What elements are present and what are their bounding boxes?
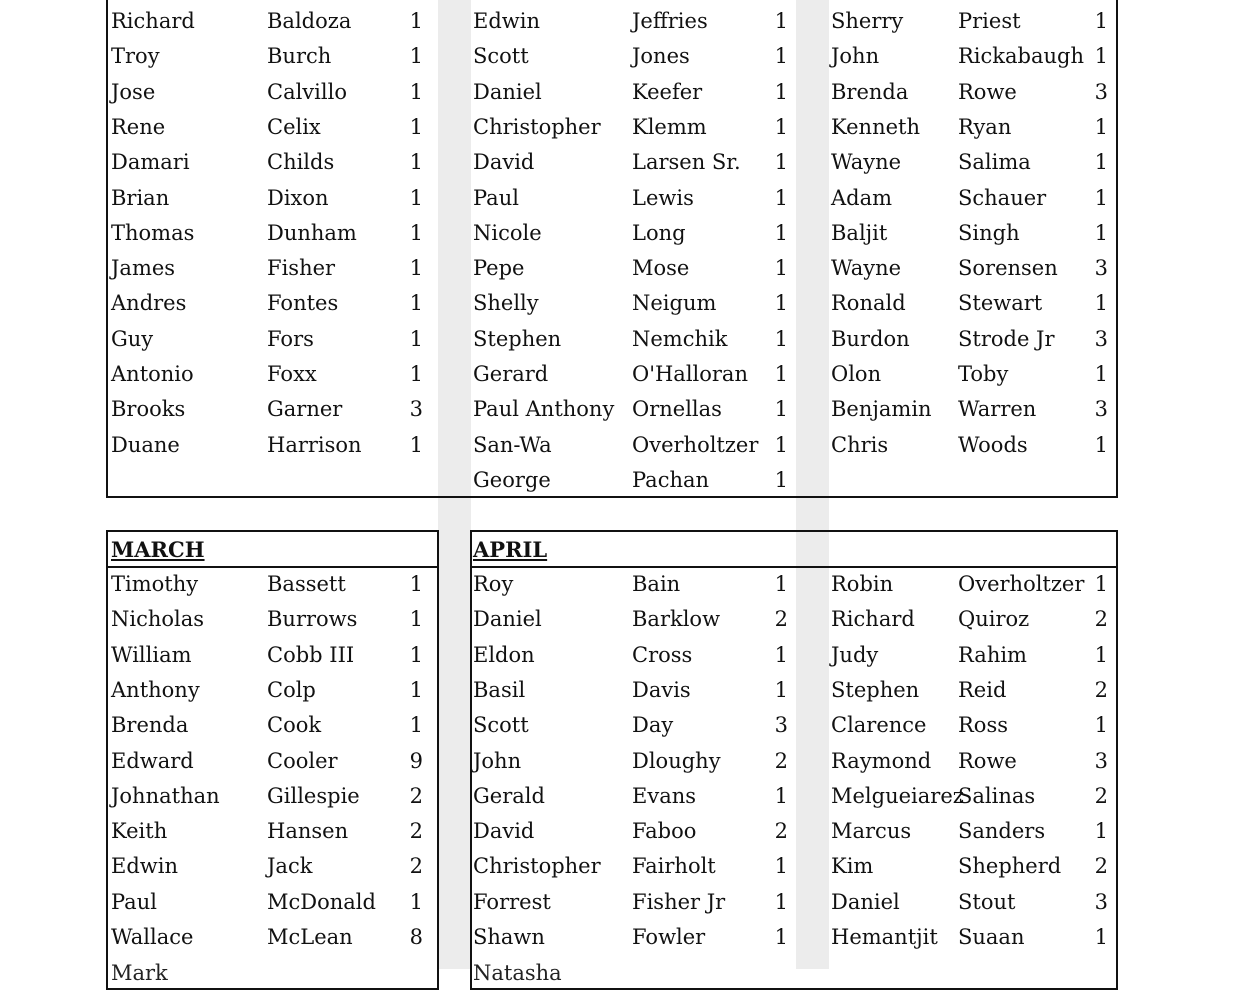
count: 1: [1094, 572, 1108, 596]
last-name: Stout: [958, 889, 1016, 914]
last-name: Fisher Jr: [632, 889, 726, 914]
first-name: Stephen: [831, 677, 920, 702]
first-name: Jose: [111, 79, 156, 104]
last-name: Larsen Sr.: [632, 150, 741, 175]
first-name: Thomas: [111, 220, 195, 245]
last-name: Sorensen: [958, 256, 1058, 281]
count: 1: [774, 220, 788, 245]
last-name: Rickabaugh: [958, 44, 1084, 69]
first-name: Timothy: [111, 572, 199, 596]
last-name: Dunham: [267, 220, 357, 245]
last-name: Calvillo: [267, 79, 347, 104]
first-name: Daniel: [473, 79, 542, 104]
first-name: Sherry: [831, 9, 904, 33]
last-name: Rowe: [958, 748, 1017, 773]
last-name: Burch: [267, 44, 332, 69]
march-title: MARCH: [111, 537, 205, 562]
last-name: Rahim: [958, 642, 1027, 667]
last-name: McDonald: [267, 889, 376, 914]
last-name: Harrison: [267, 432, 362, 457]
count: 1: [1094, 114, 1108, 139]
last-name: Childs: [267, 150, 335, 175]
first-name: Daniel: [473, 607, 542, 632]
first-name: George: [473, 467, 551, 492]
count: 1: [409, 642, 423, 667]
count: 1: [1094, 642, 1108, 667]
last-name: Evans: [632, 783, 697, 808]
last-name: Overholtzer: [632, 432, 759, 457]
count: 1: [1094, 819, 1108, 844]
top-right-row: [0, 110, 1260, 145]
count: 3: [409, 397, 423, 422]
count: 1: [409, 256, 423, 281]
last-name: Jones: [632, 44, 690, 69]
count: 1: [409, 889, 423, 914]
first-name: Brenda: [831, 79, 909, 104]
last-name: Fowler: [632, 925, 706, 949]
first-name: Olon: [831, 362, 882, 386]
count: 1: [774, 114, 788, 139]
last-name: Pachan: [632, 467, 710, 492]
count: 2: [774, 748, 788, 773]
last-name: Nemchik: [632, 326, 728, 351]
april-right-row: [0, 920, 1260, 955]
count: 1: [774, 185, 788, 210]
count: 1: [774, 362, 788, 386]
last-name: Day: [632, 713, 674, 738]
first-name: Adam: [831, 185, 893, 210]
count: 1: [409, 150, 423, 175]
april-right-row: [0, 814, 1260, 849]
count: 3: [1094, 79, 1108, 104]
count: 1: [1094, 44, 1108, 69]
last-name: Burrows: [267, 607, 358, 632]
count: 1: [1094, 362, 1108, 386]
count: 1: [774, 572, 788, 596]
count: 1: [409, 713, 423, 738]
last-name: Gillespie: [267, 783, 360, 808]
count: 1: [774, 642, 788, 667]
last-name: Foxx: [267, 362, 317, 386]
top-right-row: [0, 39, 1260, 74]
count: 1: [1094, 150, 1108, 175]
last-name: Cooler: [267, 748, 338, 773]
first-name: John: [473, 748, 522, 773]
count: 1: [774, 889, 788, 914]
first-name: James: [111, 256, 176, 281]
last-name: Woods: [958, 432, 1028, 457]
last-name: Hansen: [267, 819, 349, 844]
last-name: Barklow: [632, 607, 721, 632]
first-name: Edward: [111, 748, 194, 773]
last-name: Stewart: [958, 291, 1043, 316]
last-name: Ryan: [958, 114, 1012, 139]
count: 2: [409, 854, 423, 879]
first-name: Nicole: [473, 220, 542, 245]
count: 1: [774, 326, 788, 351]
first-name: Paul: [473, 185, 519, 210]
first-name: Damari: [111, 150, 190, 175]
count: 2: [1094, 854, 1108, 879]
first-name: Raymond: [831, 748, 932, 773]
count: 1: [774, 150, 788, 175]
count: 1: [774, 854, 788, 879]
first-name: Scott: [473, 44, 529, 69]
first-name: Rene: [111, 114, 166, 139]
first-name: Forrest: [473, 889, 551, 914]
first-name: Shawn: [473, 925, 545, 949]
first-name: Ronald: [831, 291, 906, 316]
last-name: Singh: [958, 220, 1020, 245]
first-name: Richard: [831, 607, 915, 632]
count: 1: [409, 362, 423, 386]
april-right-row: [0, 849, 1260, 884]
count: 1: [409, 44, 423, 69]
first-name: Guy: [111, 326, 154, 351]
count: 1: [409, 9, 423, 33]
last-name: Klemm: [632, 114, 707, 139]
top-right-row: [0, 181, 1260, 216]
count: 2: [774, 819, 788, 844]
april-row-cut: Natasha: [473, 961, 562, 985]
last-name: Schauer: [958, 185, 1047, 210]
last-name: Neigum: [632, 291, 717, 316]
last-name: Baldoza: [267, 9, 352, 33]
first-name: Gerard: [473, 362, 549, 386]
count: 1: [409, 114, 423, 139]
count: 1: [774, 9, 788, 33]
last-name: Cobb III: [267, 642, 355, 667]
count: 3: [1094, 397, 1108, 422]
last-name: Shepherd: [958, 854, 1062, 879]
top-right-row: [0, 251, 1260, 286]
first-name: Richard: [111, 9, 195, 33]
last-name: Dloughy: [632, 748, 721, 773]
count: 1: [774, 79, 788, 104]
count: 1: [774, 432, 788, 457]
last-name: Fairholt: [632, 854, 716, 879]
count: 1: [409, 185, 423, 210]
first-name: Edwin: [473, 9, 540, 33]
count: 1: [1094, 220, 1108, 245]
last-name: Garner: [267, 397, 343, 422]
count: 1: [409, 326, 423, 351]
count: 2: [1094, 607, 1108, 632]
first-name: Benjamin: [831, 397, 932, 422]
first-name: Christopher: [473, 854, 601, 879]
first-name: Pepe: [473, 256, 525, 281]
count: 3: [774, 713, 788, 738]
last-name: Jack: [267, 854, 313, 879]
last-name: Mose: [632, 256, 690, 281]
last-name: Colp: [267, 677, 316, 702]
first-name: Antonio: [111, 362, 194, 386]
count: 1: [1094, 291, 1108, 316]
top-right-row: [0, 75, 1260, 110]
count: 1: [1094, 925, 1108, 949]
count: 1: [774, 44, 788, 69]
top-right-row: [0, 357, 1260, 392]
first-name: Judy: [831, 642, 879, 667]
last-name: Dixon: [267, 185, 329, 210]
first-name: Christopher: [473, 114, 601, 139]
first-name: Paul Anthony: [473, 397, 615, 422]
count: 2: [1094, 677, 1108, 702]
last-name: Toby: [958, 362, 1009, 386]
last-name: Quiroz: [958, 607, 1030, 632]
count: 1: [774, 256, 788, 281]
first-name: Anthony: [111, 677, 200, 702]
first-name: Robin: [831, 572, 894, 596]
first-name: Melgueiarez: [831, 783, 964, 808]
count: 9: [409, 748, 423, 773]
count: 1: [774, 783, 788, 808]
count: 2: [774, 607, 788, 632]
first-name: William: [111, 642, 192, 667]
march-row-cut: Mark: [111, 961, 168, 985]
last-name: Salima: [958, 150, 1031, 175]
top-middle-row: [0, 463, 1260, 498]
first-name: Brenda: [111, 713, 189, 738]
first-name: Clarence: [831, 713, 927, 738]
last-name: Reid: [958, 677, 1007, 702]
count: 3: [1094, 326, 1108, 351]
first-name: David: [473, 150, 535, 175]
last-name: McLean: [267, 925, 353, 949]
last-name: Fontes: [267, 291, 339, 316]
first-name: Duane: [111, 432, 180, 457]
count: 1: [409, 220, 423, 245]
count: 2: [409, 819, 423, 844]
last-name: Rowe: [958, 79, 1017, 104]
last-name: Jeffries: [632, 9, 708, 33]
count: 8: [409, 925, 423, 949]
first-name: Daniel: [831, 889, 900, 914]
last-name: Fisher: [267, 256, 336, 281]
count: 1: [774, 925, 788, 949]
count: 1: [409, 607, 423, 632]
first-name: Edwin: [111, 854, 178, 879]
last-name: Cross: [632, 642, 693, 667]
first-name: Stephen: [473, 326, 562, 351]
count: 1: [409, 572, 423, 596]
first-name: David: [473, 819, 535, 844]
last-name: Strode Jr: [958, 326, 1055, 351]
last-name: Ornellas: [632, 397, 722, 422]
april-right-row: [0, 779, 1260, 814]
first-name: Kenneth: [831, 114, 920, 139]
first-name: Basil: [473, 677, 526, 702]
last-name: Salinas: [958, 783, 1036, 808]
first-name: Eldon: [473, 642, 535, 667]
april-right-row: [0, 885, 1260, 920]
last-name: O'Halloran: [632, 362, 748, 386]
first-name: Wayne: [831, 150, 902, 175]
first-name: Kim: [831, 854, 874, 879]
first-name: San-Wa: [473, 432, 552, 457]
count: 1: [409, 79, 423, 104]
last-name: Bain: [632, 572, 681, 596]
first-name: Chris: [831, 432, 889, 457]
count: 1: [409, 291, 423, 316]
last-name: Long: [632, 220, 686, 245]
count: 1: [1094, 185, 1108, 210]
first-name: Shelly: [473, 291, 539, 316]
first-name: Brian: [111, 185, 170, 210]
last-name: Ross: [958, 713, 1009, 738]
first-name: Wallace: [111, 925, 194, 949]
first-name: John: [831, 44, 880, 69]
last-name: Suaan: [958, 925, 1025, 949]
last-name: Faboo: [632, 819, 697, 844]
count: 1: [774, 467, 788, 492]
top-right-row: [0, 145, 1260, 180]
top-right-row: [0, 286, 1260, 321]
first-name: Johnathan: [111, 783, 220, 808]
first-name: Keith: [111, 819, 168, 844]
count: 3: [1094, 748, 1108, 773]
first-name: Wayne: [831, 256, 902, 281]
first-name: Baljit: [831, 220, 888, 245]
first-name: Paul: [111, 889, 157, 914]
count: 1: [409, 432, 423, 457]
april-right-row: [0, 744, 1260, 779]
count: 2: [409, 783, 423, 808]
april-right-row: [0, 673, 1260, 708]
first-name: Andres: [111, 291, 187, 316]
first-name: Burdon: [831, 326, 910, 351]
top-right-row: [0, 4, 1260, 39]
last-name: Lewis: [632, 185, 694, 210]
top-right-row: [0, 428, 1260, 463]
count: 1: [774, 291, 788, 316]
last-name: Keefer: [632, 79, 703, 104]
last-name: Cook: [267, 713, 322, 738]
april-right-row: [0, 602, 1260, 637]
first-name: Nicholas: [111, 607, 205, 632]
april-right-row: [0, 708, 1260, 743]
top-right-row: [0, 322, 1260, 357]
last-name: Celix: [267, 114, 321, 139]
last-name: Fors: [267, 326, 314, 351]
count: 1: [774, 397, 788, 422]
first-name: Gerald: [473, 783, 545, 808]
count: 1: [409, 677, 423, 702]
april-title: APRIL: [473, 537, 548, 562]
count: 3: [1094, 256, 1108, 281]
last-name: Sanders: [958, 819, 1046, 844]
april-right-row: [0, 567, 1260, 602]
top-right-row: [0, 392, 1260, 427]
first-name: Hemantjit: [831, 925, 938, 949]
first-name: Brooks: [111, 397, 186, 422]
last-name: Bassett: [267, 572, 346, 596]
first-name: Marcus: [831, 819, 912, 844]
count: 1: [1094, 9, 1108, 33]
first-name: Scott: [473, 713, 529, 738]
count: 2: [1094, 783, 1108, 808]
april-right-row: [0, 638, 1260, 673]
count: 1: [1094, 713, 1108, 738]
top-right-row: [0, 216, 1260, 251]
last-name: Overholtzer: [958, 572, 1085, 596]
last-name: Davis: [632, 677, 691, 702]
last-name: Priest: [958, 9, 1021, 33]
first-name: Roy: [473, 572, 514, 596]
count: 3: [1094, 889, 1108, 914]
last-name: Warren: [958, 397, 1037, 422]
first-name: Troy: [111, 44, 160, 69]
count: 1: [774, 677, 788, 702]
count: 1: [1094, 432, 1108, 457]
